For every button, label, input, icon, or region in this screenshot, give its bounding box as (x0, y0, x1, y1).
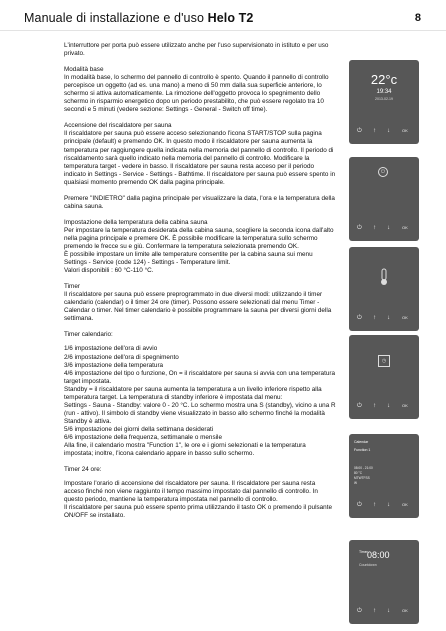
power-icon[interactable]: ⏻ (357, 128, 362, 134)
calendar-line: 4/6 impostazione del tipo o funzione, On = il riscaldatore per sauna si avvia con una temperatura target impostata. (64, 369, 336, 385)
t24-heading: Timer 24 ore: (64, 466, 102, 474)
arrow-down-icon[interactable]: ↓ (387, 225, 390, 231)
t24-paragraph: Impostare l'orario di accensione del riscaldatore per sauna. Il riscaldatore per sauna resta acceso finché non viene raggiunto il tempo massimo impostato dal pannello di controllo. In questo periodo, mantiene la temperatura impostata nel pannello di controllo. (64, 480, 318, 504)
arrow-down-icon[interactable]: ↓ (387, 403, 390, 409)
calendar-line: 3/6 impostazione della temperatura (64, 361, 164, 369)
temp-paragraph-2: È possibile impostare un limite alle temperature consentite per la cabina sauna sui menu Settings - Service (code 124) - Settings - Temperature limit. (64, 251, 313, 267)
calendar-heading: Timer calendario: (64, 331, 113, 339)
panel-buttons (349, 606, 419, 616)
calendar-detail: 80 °C (354, 471, 363, 475)
start-stop-icon: ⏻ (378, 167, 388, 177)
header-divider (0, 30, 446, 31)
calendar-title: Calendar (354, 440, 369, 444)
arrow-down-icon[interactable]: ↓ (387, 608, 390, 614)
ok-button[interactable]: OK (402, 128, 408, 133)
calendar-line: 2/6 impostazione dell'ora di spegnimento (64, 353, 179, 361)
base-paragraph: In modalità base, lo schermo del pannello di controllo è spento. Quando il pannello di controllo percepisce un oggetto (ad es. una mano) a meno di 50 mm dalla sua superficie anteriore, lo schermo si attiva automaticamente. La rimozione dell'oggetto provoca lo spegnimento dello schermo in risparmio energetico dopo un periodo prestabilito, che può essere regolato tra 10 secondi e 5 minuti (vedere sezione: Settings - General - Switch off time). (64, 74, 329, 114)
temp-values: Valori disponibili : 60 °C-110 °C. (64, 267, 154, 275)
calendar-function: Function 1 (354, 448, 371, 452)
arrow-up-icon[interactable]: ↑ (373, 403, 376, 409)
ok-button[interactable]: OK (402, 315, 408, 320)
arrow-up-icon[interactable]: ↑ (373, 225, 376, 231)
calendar-detail: 08:00 - 21:00 (354, 466, 373, 470)
ok-button[interactable]: OK (402, 403, 408, 408)
control-panel-home (349, 60, 419, 144)
arrow-down-icon[interactable]: ↓ (387, 502, 390, 508)
panel-buttons (349, 500, 419, 510)
page-number: 8 (414, 12, 421, 24)
calendar-line: Settings - Sauna - Standby: valore 0 - 20 °C. Lo schermo mostra una S (standby), vicino a una R (run - attivo). Il simbolo di standby viene visualizzato in basso allo schermo finché la modalità Standby è attiva. (64, 401, 336, 425)
calendar-line: 6/6 impostazione della frequenza, settimanale o mensile (64, 433, 222, 441)
ok-button[interactable]: OK (402, 502, 408, 507)
panel-buttons (349, 313, 419, 323)
arrow-up-icon[interactable]: ↑ (373, 315, 376, 321)
arrow-up-icon[interactable]: ↑ (373, 608, 376, 614)
page-header (0, 0, 446, 34)
arrow-up-icon[interactable]: ↑ (373, 128, 376, 134)
timer24-time: 08:00 (367, 550, 390, 560)
timer-heading: Timer (64, 283, 80, 291)
panel-buttons (349, 223, 419, 233)
title-regular: Manuale di installazione e d'uso (24, 11, 208, 25)
title-bold: Helo T2 (207, 11, 254, 25)
power-icon[interactable]: ⏻ (357, 315, 362, 321)
control-panel-startstop (349, 157, 419, 241)
intro-paragraph: L'interruttore per porta può essere utilizzato anche per l'uso supervisionato in istituto e per uso privato. (64, 42, 329, 58)
calendar-detail: MTWTFSS (354, 476, 370, 480)
power-icon[interactable]: ⏻ (357, 608, 362, 614)
panel-buttons (349, 401, 419, 411)
base-heading: Modalità base (64, 66, 104, 74)
main-content (64, 42, 336, 520)
timer-paragraph: Il riscaldatore per sauna può essere preprogrammato in due diversi modi: utilizzando il timer calendario (calendar) o il timer 24 ore (timer). Possono essere selezionati dal menu Timer - Calendar o timer. Nel timer calendario è possibile programmare la sauna per diversi giorni della settimana. (64, 291, 332, 323)
control-panel-timer24 (349, 540, 419, 624)
control-panel-temperature (349, 247, 419, 331)
calendar-line: Alla fine, il calendario mostra "Function 1", le ore e i giorni selezionati e la temperatura impostata; inoltre, l'icona calendario appare in basso sullo schermo. (64, 442, 306, 458)
panel-date: 2013-02-19 (375, 97, 393, 101)
timer24-sub: Countdown (359, 563, 377, 567)
calendar-detail: W (354, 481, 358, 485)
control-panel-timer (349, 335, 419, 419)
page-title (24, 11, 253, 25)
arrow-down-icon[interactable]: ↓ (387, 128, 390, 134)
panel-buttons (349, 126, 419, 136)
indietro-paragraph: Premere "INDIETRO" dalla pagina principale per visualizzare la data, l'ora e la temperatura della cabina sauna. (64, 194, 335, 210)
arrow-down-icon[interactable]: ↓ (387, 315, 390, 321)
ok-button[interactable]: OK (402, 608, 408, 613)
power-icon[interactable]: ⏻ (357, 225, 362, 231)
t24-paragraph-2: Il riscaldatore per sauna può essere spento prima utilizzando il tasto OK o premendo il pulsante ON/OFF se installato. (64, 504, 332, 520)
calendar-line: 1/6 impostazione dell'ora di avvio (64, 345, 158, 353)
power-icon[interactable]: ⏻ (357, 502, 362, 508)
control-panel-calendar (349, 434, 419, 518)
calendar-line: Standby = il riscaldatore per sauna aumenta la temperatura a un livello inferiore rispetto alla temperatura target. La temperatura di standby inferiore è impostata dal menu: (64, 385, 322, 401)
timer24-label: Timer (359, 550, 368, 554)
temp-paragraph: Per impostare la temperatura desiderata della cabina sauna, scegliere la seconda icona dall'alto nella pagina principale e premere OK. È possibile modificare la temperatura sullo schermo premendo le frecce su e giù. Confermare la temperatura selezionata premendo OK. (64, 226, 334, 250)
ok-button[interactable]: OK (402, 225, 408, 230)
temp-heading: Impostazione della temperatura della cabina sauna (64, 218, 208, 226)
panel-temperature: 22°c (370, 72, 398, 87)
accensione-heading: Accensione del riscaldatore per sauna (64, 122, 172, 130)
panel-time: 19:34 (376, 89, 392, 95)
timer-icon: ◷ (378, 355, 390, 367)
thermometer-icon (377, 267, 391, 287)
calendar-line: 5/6 impostazione dei giorni della settimana desiderati (64, 425, 214, 433)
accensione-paragraph: Il riscaldatore per sauna può essere acceso selezionando l'icona START/STOP sulla pagina principale (default) e premendo OK. In questo modo il riscaldatore per sauna aumenta la temperatura per raggiungere quella indicata nella memoria del pannello di controllo. Il periodo di riscaldamento sarà quello indicato nella memoria del pannello di controllo. Modificare la temperatura target - vedere in basso. Il riscaldatore per sauna resta acceso per il periodo indicato in Settings - Service - Settings - Bathtime. Il riscaldatore per sauna può essere spento in qualsiasi momento premendo OK dalla pagina principale. (64, 130, 336, 186)
power-icon[interactable]: ⏻ (357, 403, 362, 409)
arrow-up-icon[interactable]: ↑ (373, 502, 376, 508)
